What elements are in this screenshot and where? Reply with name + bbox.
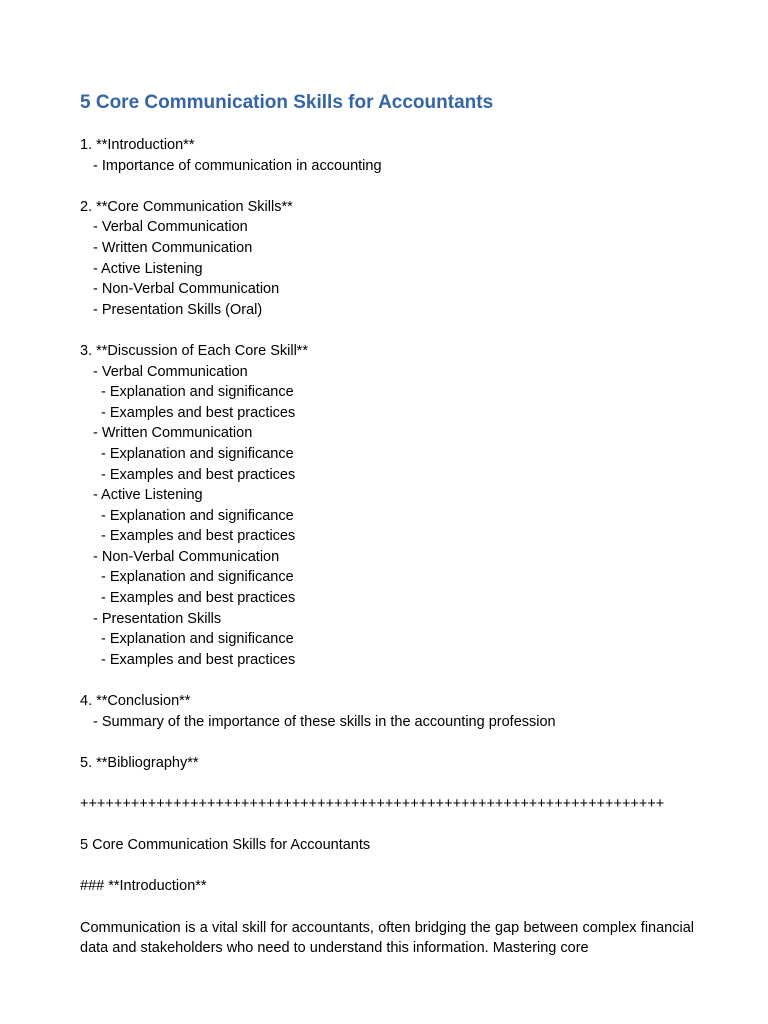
outline-item: - Examples and best practices (101, 528, 296, 545)
outline-item: - Examples and best practices (101, 404, 296, 421)
outline-item: - Explanation and significance (101, 445, 294, 462)
outline-item: - Active Listening (93, 487, 203, 504)
outline-section: 5. **Bibliography** (80, 754, 199, 771)
separator-line: +++++++++++++++++++++++++++++++++++++++++++++++++++++++++++++++++++++ (80, 796, 665, 812)
document-title: 5 Core Communication Skills for Accountants (80, 92, 494, 113)
outline-item: - Summary of the importance of these skills in the accounting profession (93, 713, 556, 730)
outline-item: - Verbal Communication (93, 219, 248, 236)
outline-item: - Presentation Skills (93, 610, 222, 627)
outline-item: - Explanation and significance (101, 507, 294, 524)
body-title: 5 Core Communication Skills for Accountants (80, 837, 371, 854)
outline-item: - Verbal Communication (93, 363, 248, 380)
outline-section: 2. **Core Communication Skills** (80, 198, 293, 215)
outline-item: - Importance of communication in accounting (93, 157, 382, 174)
document-page (80, 88, 694, 959)
blank-line (80, 670, 694, 691)
outline-section: 1. **Introduction** (80, 137, 195, 153)
outline-item: - Presentation Skills (Oral) (93, 301, 263, 318)
outline-item: - Written Communication (93, 425, 253, 442)
outline-item: - Non-Verbal Communication (93, 548, 280, 565)
blank-line (80, 815, 694, 836)
outline-item: - Explanation and significance (101, 569, 294, 586)
blank-line (80, 176, 694, 197)
outline-item: - Active Listening (93, 260, 203, 277)
outline-section: 3. **Discussion of Each Core Skill** (80, 342, 309, 359)
outline-item: - Non-Verbal Communication (93, 281, 280, 298)
outline-section: 4. **Conclusion** (80, 693, 191, 710)
blank-line (80, 732, 694, 753)
blank-line (80, 856, 694, 877)
outline-item: - Examples and best practices (101, 466, 296, 483)
blank-line (80, 773, 694, 794)
outline-item: - Written Communication (93, 239, 253, 256)
introduction-heading: ### **Introduction** (80, 878, 207, 895)
blank-line (80, 320, 694, 341)
outline-item: - Explanation and significance (101, 384, 294, 401)
outline-item: - Explanation and significance (101, 631, 294, 648)
blank-line (80, 897, 694, 918)
outline-list (80, 135, 694, 794)
outline-item: - Examples and best practices (101, 651, 296, 668)
outline-item: - Examples and best practices (101, 590, 296, 607)
introduction-paragraph: Communication is a vital skill for accountants, often bridging the gap between complex financial data and stakeholders who need to understand this information. Mastering core (80, 919, 694, 957)
